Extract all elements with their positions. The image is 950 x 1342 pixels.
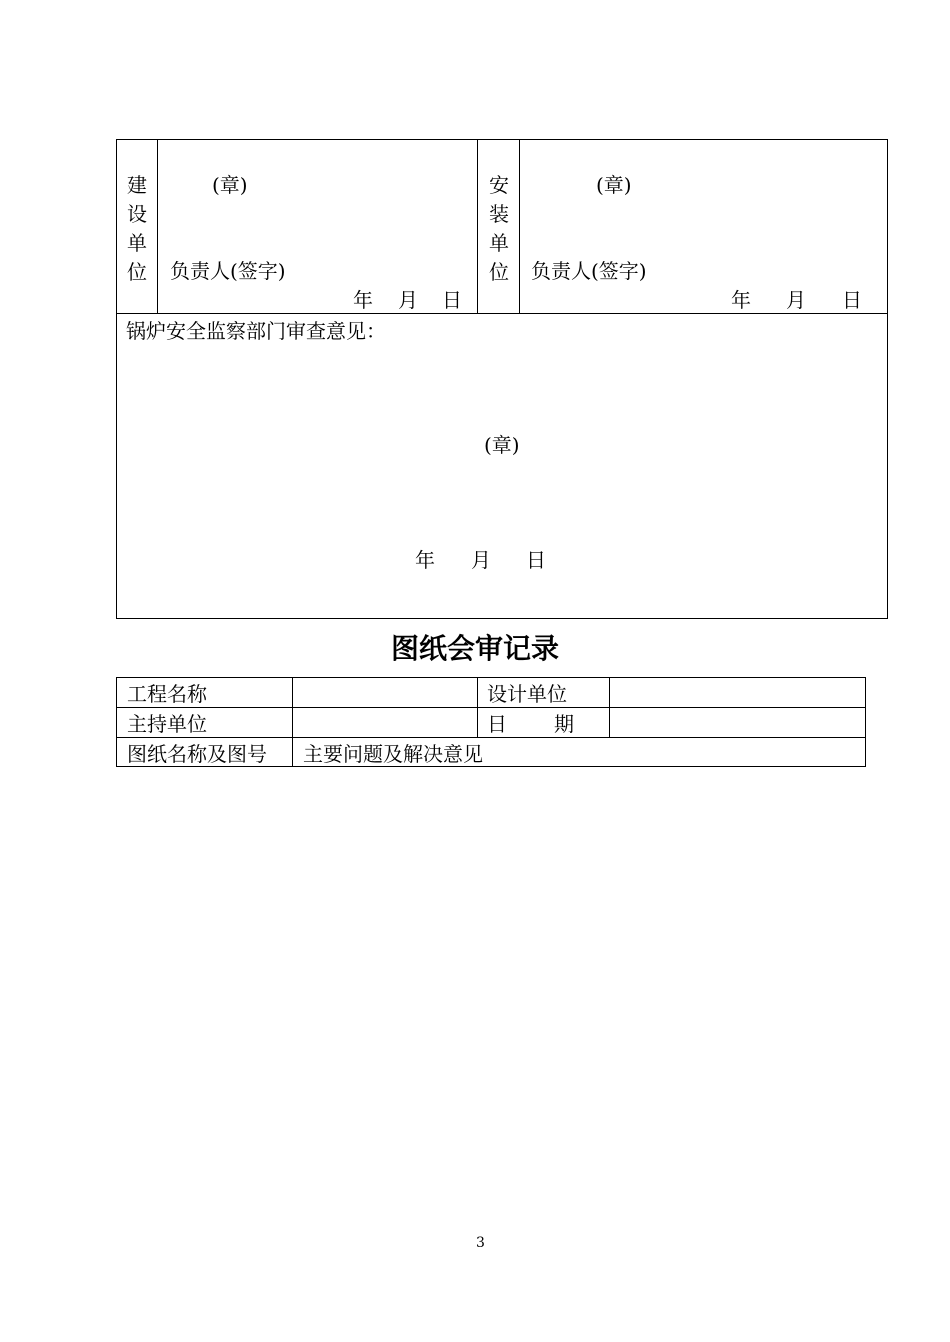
drawing-name-label: 图纸名称及图号 xyxy=(127,742,267,766)
review-col-divider-1 xyxy=(292,677,293,767)
construction-date-year: 年 xyxy=(353,288,373,312)
review-row-divider-1 xyxy=(116,707,866,708)
inspection-date-year: 年 xyxy=(415,548,435,572)
construction-unit-label: 建 设 单 位 xyxy=(127,173,147,284)
page-number: 3 xyxy=(476,1235,485,1251)
project-name-label: 工程名称 xyxy=(127,682,207,706)
installation-unit-label: 安 装 单 位 xyxy=(489,173,509,284)
construction-signer: 负责人(签字) xyxy=(170,259,286,283)
host-unit-label: 主持单位 xyxy=(127,712,207,736)
inspection-heading: 锅炉安全监察部门审查意见： xyxy=(126,319,386,343)
middle-divider xyxy=(477,139,478,313)
installation-label-divider xyxy=(519,139,520,313)
review-col-divider-3 xyxy=(609,677,610,737)
inspection-seal: (章) xyxy=(484,433,520,457)
date-label-day: 日 xyxy=(487,712,507,736)
installation-seal: (章) xyxy=(596,173,632,197)
construction-date-month: 月 xyxy=(398,288,418,312)
review-record-title: 图纸会审记录 xyxy=(390,632,559,665)
installation-date-day: 日 xyxy=(842,288,862,312)
construction-label-divider xyxy=(157,139,158,313)
construction-date-day: 日 xyxy=(442,288,462,312)
inspection-date-month: 月 xyxy=(471,548,491,572)
review-col-divider-2 xyxy=(477,677,478,737)
installation-signer: 负责人(签字) xyxy=(531,259,647,283)
issues-label: 主要问题及解决意见 xyxy=(303,742,483,766)
review-row-divider-2 xyxy=(116,737,866,738)
date-label-period: 期 xyxy=(554,712,574,736)
design-unit-label: 设计单位 xyxy=(487,682,567,706)
installation-date-month: 月 xyxy=(786,288,806,312)
installation-date-year: 年 xyxy=(731,288,751,312)
construction-seal: (章) xyxy=(212,173,248,197)
inspection-date-day: 日 xyxy=(526,548,546,572)
approval-table-divider xyxy=(116,313,888,314)
